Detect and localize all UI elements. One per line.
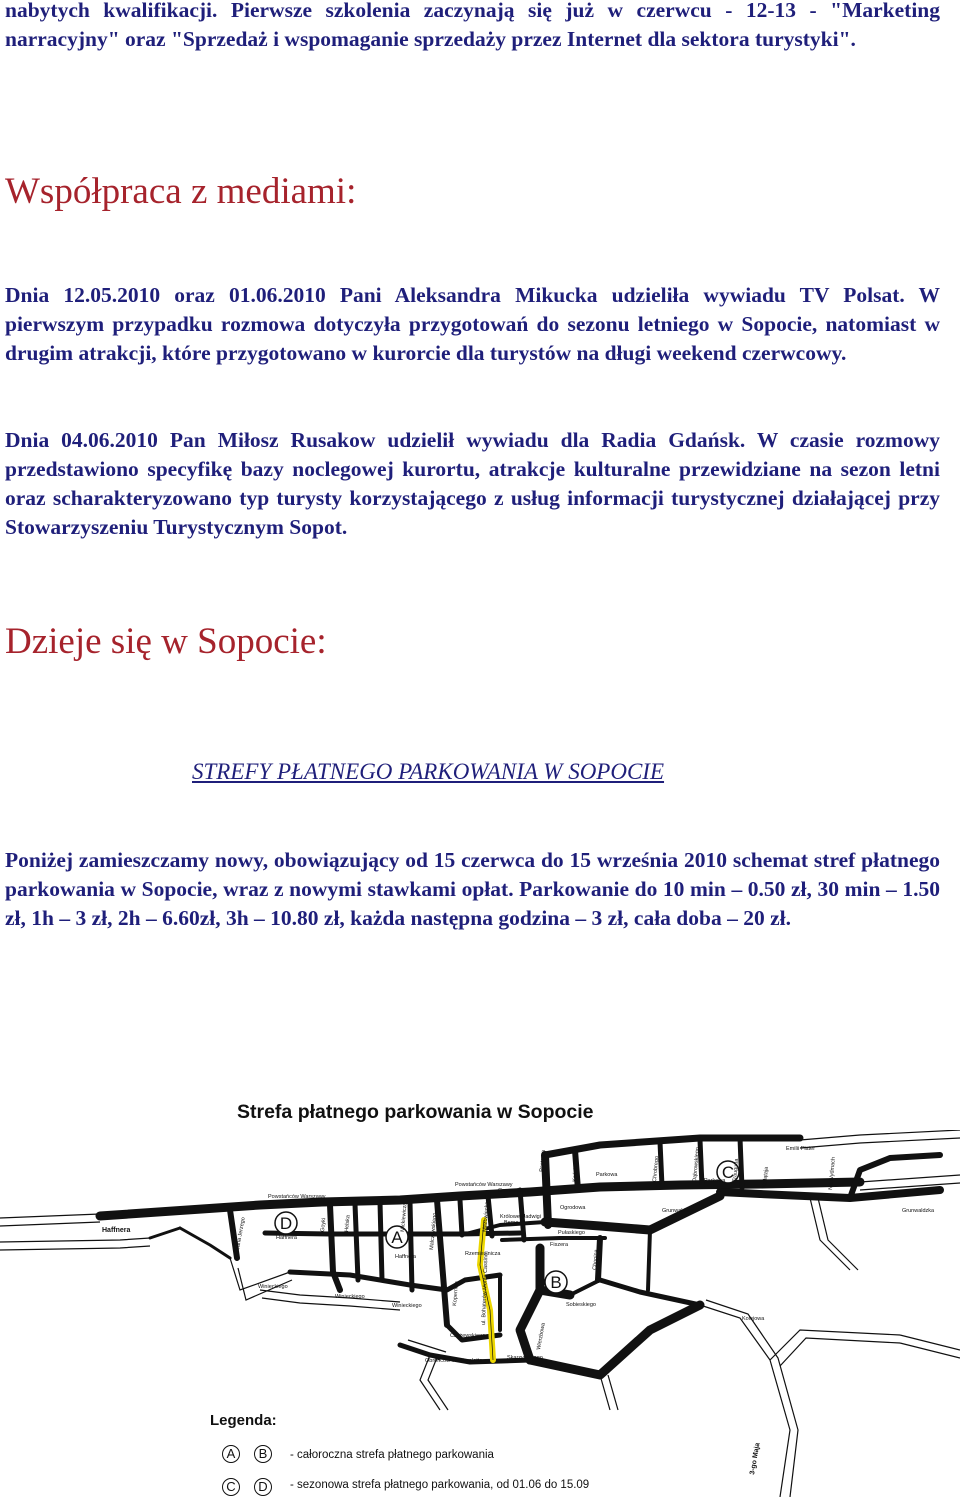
street-label-ogrodowa: Ogrodowa <box>560 1205 586 1211</box>
parking-paragraph: Poniżej zamieszczamy nowy, obowiązujący od 15 czerwca do 15 września 2010 schemat stref płatnego parkowania w Sopocie, wraz z nowymi stawkami opłat. Parkowanie do 10 min – 0.50 zł, 30 min – 1.50 zł, 1h – 3 zł, 2h – 6.60zł, 3h – 10.80 zł, każda następna godzina – 3 zł, cała doba – 20 zł. <box>5 848 940 930</box>
street-label-bema: Bema <box>504 1220 519 1226</box>
legend-title: Legenda: <box>210 1412 277 1429</box>
street-label-chrobrego: Chrobrego <box>652 1155 661 1183</box>
street-label-parkowa-top: Parkowa <box>596 1172 618 1178</box>
media-paragraph-radio: Dnia 04.06.2010 Pan Miłosz Rusakow udzielił wywiadu dla Radia Gdańsk. W czasie rozmowy przedstawiono specyfikę bazy noclegowej kurortu, atrakcje kulturalne przewidziane na sezon letni oraz scharakteryzowano typ turysty korzystającego z usług informacji turystycznej działającej przy Stowarzyszeniu Turystycznym Sopot. <box>5 428 940 539</box>
legend-seasonal: - sezonowa strefa płatnego parkowania, od 01.06 do 15.09 <box>290 1479 590 1491</box>
parking-map <box>0 1130 960 1497</box>
street-label-pulaskiego: Pułaskiego <box>558 1230 585 1236</box>
street-label-haffnera-right: Haffnera <box>395 1254 416 1260</box>
zone-c-marker: C <box>721 1163 735 1182</box>
media-heading: Współpraca z mediami: <box>5 171 357 212</box>
street-label-rzemieslnicza: Rzemieślnicza <box>465 1251 501 1257</box>
street-label-emilii-plater: Emilii Plater <box>786 1146 816 1152</box>
street-label-winieckiego-mid: Winieckiego <box>335 1294 365 1300</box>
street-label-czyzewskiego: Czyżewskiego <box>450 1333 486 1339</box>
street-label-kollataja: Kołłątaja <box>762 1166 770 1189</box>
street-label-goyki: Goyki <box>320 1217 328 1233</box>
street-label-powstancow-left: Powstańców Warszawy <box>268 1194 326 1200</box>
street-label-mickiewicza: Mickiewicza <box>400 1202 409 1233</box>
street-label-mazowiecka: Mazowiecka <box>482 1201 491 1233</box>
street-label-winieckiego-right: Winieckiego <box>392 1303 422 1309</box>
street-label-powstancow-right: Powstańców Warszawy <box>455 1182 513 1188</box>
street-label-kopernika: Kopernika <box>452 1280 461 1307</box>
parking-zones-subheading: STREFY PŁATNEGO PARKOWANIA W SOPOCIE <box>192 759 665 784</box>
legend-zone-b: B <box>254 1445 272 1463</box>
street-label-helska: Helska <box>344 1214 352 1233</box>
legend-zone-d: D <box>254 1478 272 1496</box>
street-label-obroncow: Obrońców Westerplatte <box>425 1358 483 1364</box>
legend-year-round: - całoroczna strefa płatnego parkowania <box>290 1449 494 1461</box>
zone-a-marker: A <box>391 1228 403 1247</box>
street-label-parkowa-right: Parkowa <box>704 1178 726 1184</box>
street-label-grunwaldzka-right: Grunwaldzka <box>662 1208 695 1214</box>
street-label-wierzbowa: Wierzbowa <box>536 1322 547 1351</box>
street-label-monte-cassino: ul. Bohaterów Monte Cassino <box>481 1253 490 1326</box>
street-label-jana-jerzego: Jana Jerzego <box>235 1216 247 1251</box>
street-label-dabrowskiego: Dąbrowskiego <box>692 1146 702 1183</box>
zone-b-marker: B <box>550 1273 562 1292</box>
street-label-malczewskiego: Malczewskiego <box>429 1212 439 1251</box>
intro-paragraph: nabytych kwalifikacji. Pierwsze szkolenia zaczynają się już w czerwcu - 12-13 - "Marketing narracyjny" oraz "Sprzedaż i wspomaganie sprzedaży przez Internet dla sektora turystyki". <box>5 0 940 51</box>
street-label-chopina: Chopina <box>592 1249 600 1271</box>
parking-zone-roads <box>100 1138 940 1375</box>
legend-zone-c: C <box>222 1478 240 1496</box>
street-label-fiszera: Fiszera <box>550 1242 569 1248</box>
street-label-skarzyskiego: Skarzyńskiego <box>507 1355 543 1361</box>
zone-d-marker: D <box>279 1214 293 1233</box>
street-label-3-go-maja: 3-go Maja <box>749 1442 762 1476</box>
street-label-sobieskiego: Sobieskiego <box>566 1302 596 1308</box>
street-label-kolejowa: Kolejowa <box>742 1316 765 1322</box>
street-label-haffnera-left: Haffnera <box>102 1227 131 1234</box>
media-paragraph-tv: Dnia 12.05.2010 oraz 01.06.2010 Pani Aleksandra Mikucka udzieliła wywiadu TV Polsat. W pierwszym przypadku rozmowa dotyczyła przygotowań do sezonu letniego w Sopocie, natomiast w drugim atrakcji, które przygotowano w kurorcie dla turystów na długi weekend czerwcowy. <box>5 283 940 365</box>
street-label-kosciuszki: Kościuszki <box>572 1155 581 1183</box>
map-title: Strefa płatnego parkowania w Sopocie <box>237 1101 594 1123</box>
street-label-winieckiego-left: Winieckiego <box>258 1284 288 1290</box>
legend-zone-a: A <box>222 1445 240 1463</box>
street-label-grunwaldzka-far: Grunwaldzka <box>902 1208 935 1214</box>
street-label-pasteura: Pasteura <box>539 1149 547 1173</box>
street-label-krolowej-jadwigi: Królowej Jadwigi <box>500 1214 541 1220</box>
street-label-grunwaldzka-top: Grunwaldzka <box>498 1188 531 1194</box>
street-label-haffnera-mid: Haffnera <box>276 1235 297 1241</box>
events-heading: Dzieje się w Sopocie: <box>5 621 327 662</box>
street-label-traugutta: Traugutta <box>732 1158 741 1183</box>
street-label-na-wydmach: Na Wydmach <box>828 1156 837 1191</box>
